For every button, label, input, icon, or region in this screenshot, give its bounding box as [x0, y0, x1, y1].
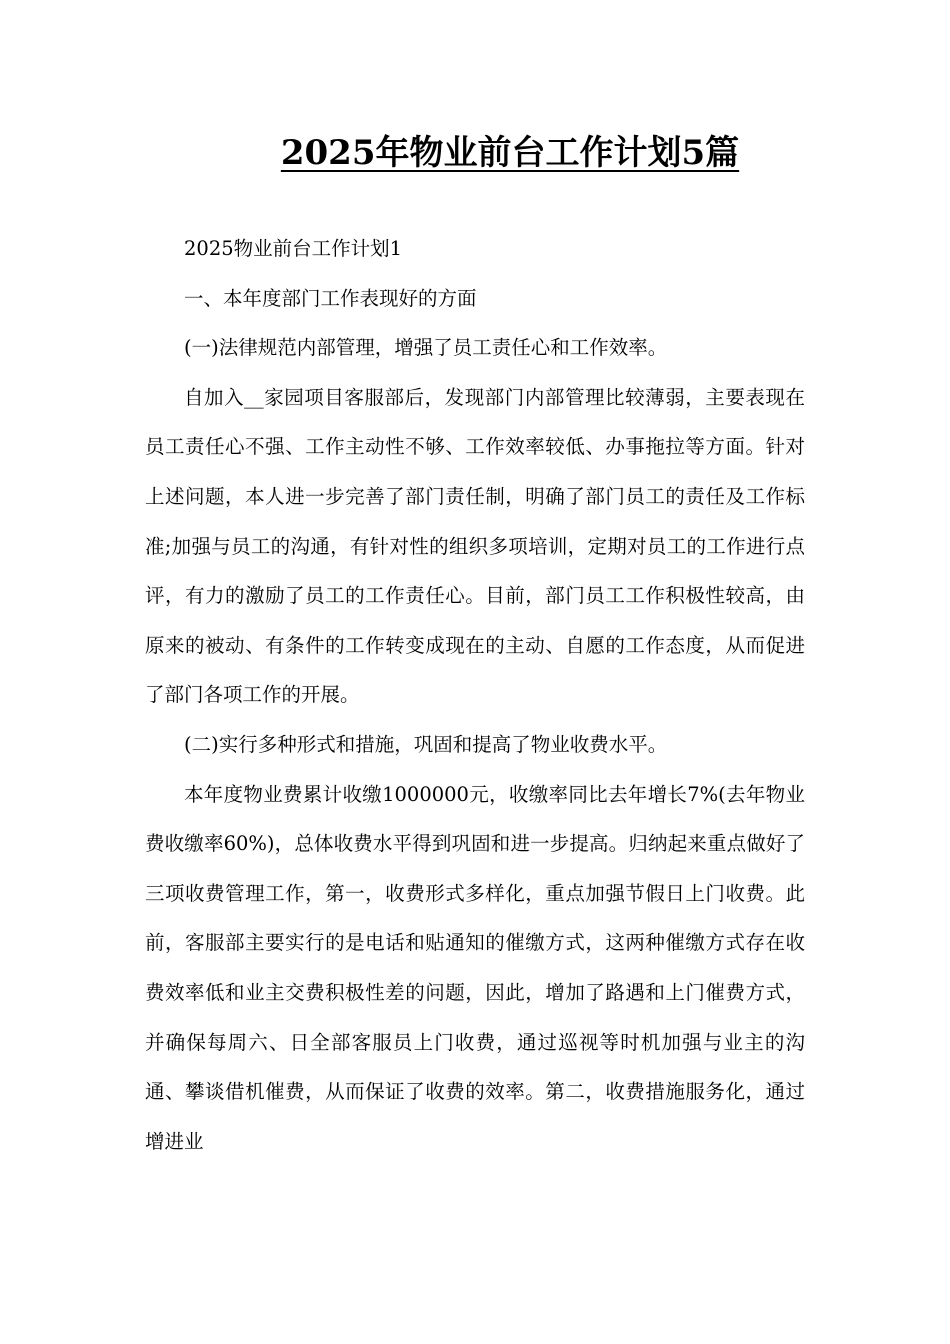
document-title: [0, 128, 950, 178]
subsection-heading-2: (二)实行多种形式和措施，巩固和提高了物业收费水平。: [184, 732, 668, 756]
document-body: [145, 224, 805, 1166]
plan-heading: 2025物业前台工作计划1: [184, 237, 403, 260]
section-heading: 一、本年度部门工作表现好的方面: [184, 286, 477, 310]
body-paragraph-2: 本年度物业费累计收缴1000000元，收缴率同比去年增长7%(去年物业费收缴率60%)，总体收费水平得到巩固和进一步提高。归纳起来重点做好了三项收费管理工作，第一，收费形式多样化，重点加强节假日上门收费。此前，客服部主要实行的是电话和贴通知的催缴方式，这两种催缴方式存在收费效率低和业主交费积极性差的问题，因此，增加了路遇和上门催费方式，并确保每周六、日全部客服员上门收费，通过巡视等时机加强与业主的沟通、攀谈借机催费，从而保证了收费的效率。第二，收费措施服务化，通过增进业: [145, 782, 805, 1153]
subsection-heading-1: (一)法律规范内部管理，增强了员工责任心和工作效率。: [184, 336, 668, 360]
body-paragraph-1: 自加入__家园项目客服部后，发现部门内部管理比较薄弱，主要表现在员工责任心不强、工作主动性不够、工作效率较低、办事拖拉等方面。针对上述问题，本人进一步完善了部门责任制，明确了部门员工的责任及工作标准;加强与员工的沟通，有针对性的组织多项培训，定期对员工的工作进行点评，有力的激励了员工的工作责任心。目前，部门员工工作积极性较高，由原来的被动、有条件的工作转变成现在的主动、自愿的工作态度，从而促进了部门各项工作的开展。: [145, 385, 805, 707]
document-title-text: 2025年物业前台工作计划5篇: [280, 133, 740, 173]
